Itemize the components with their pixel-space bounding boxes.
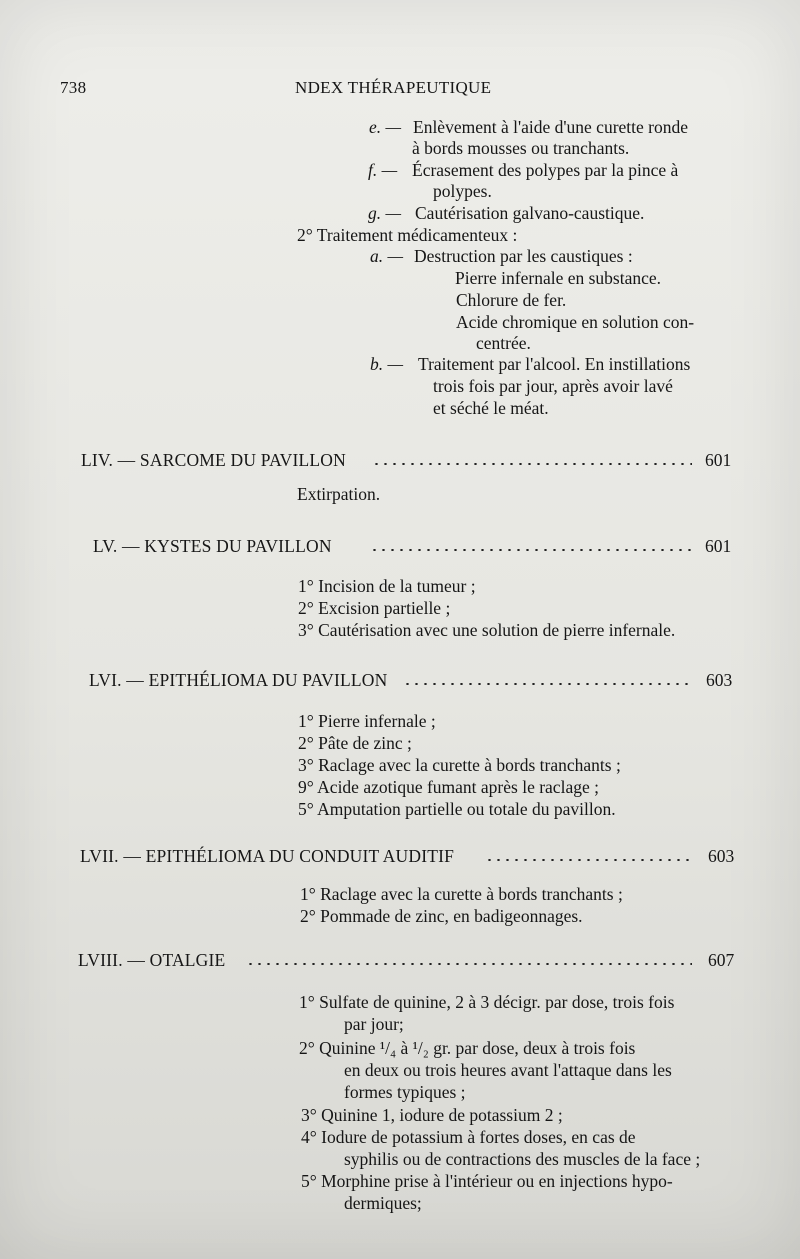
item-e-label: e. — — [369, 117, 402, 137]
section-lviii-line-10: dermiques; — [344, 1193, 422, 1213]
section-lviii-line-9: 5° Morphine prise à l'intérieur ou en injections hypo- — [301, 1171, 673, 1191]
section-lvi-page: 603 — [706, 670, 733, 690]
item-f-line2: polypes. — [433, 181, 492, 201]
section-lviii-line-3: 2° Quinine ¹/₄ à ¹/₂ gr. par dose, deux à trois fois — [299, 1038, 636, 1058]
item-b-line1: Traitement par l'alcool. En instillations — [418, 354, 691, 374]
item-e-line1: Enlèvement à l'aide d'une curette ronde — [413, 117, 689, 137]
section-lviii-page: 607 — [708, 950, 735, 970]
leader-dots — [246, 950, 692, 971]
section-lvii-item-1: 1° Raclage avec la curette à bords tranchants ; — [300, 884, 623, 904]
leader-dots — [370, 536, 692, 557]
page-number: 738 — [60, 78, 87, 97]
item-a-sub2: Chlorure de fer. — [456, 290, 567, 310]
item-a-label: a. — — [370, 246, 404, 266]
item-a-sub4: centrée. — [476, 333, 531, 353]
section-lviii-line-8: syphilis ou de contractions des muscles de la face ; — [344, 1149, 701, 1169]
section-lvi-item-5: 5° Amputation partielle ou totale du pavillon. — [298, 799, 616, 819]
item-a-sub3: Acide chromique en solution con- — [456, 312, 695, 332]
section-lv-item-1: 1° Incision de la tumeur ; — [298, 576, 476, 596]
section-lv-page: 601 — [705, 536, 732, 556]
leader-dots — [372, 450, 692, 471]
section-liv-page: 601 — [705, 450, 732, 470]
section-lviii-line-1: 1° Sulfate de quinine, 2 à 3 décigr. par dose, trois fois — [299, 992, 675, 1012]
item-2-treatment: 2° Traitement médicamenteux : — [297, 225, 518, 245]
item-b-line2: trois fois par jour, après avoir lavé — [433, 376, 673, 396]
section-lv-item-3: 3° Cautérisation avec une solution de pierre infernale. — [298, 620, 676, 640]
leader-dots — [485, 846, 692, 867]
item-g-label: g. — — [368, 203, 402, 223]
section-lvi-item-2: 2° Pâte de zinc ; — [298, 733, 412, 753]
item-f-line1: Écrasement des polypes par la pince à — [412, 160, 679, 180]
section-lvii-title: LVII. — EPITHÉLIOMA DU CONDUIT AUDITIF — [80, 846, 455, 866]
item-a-line1: Destruction par les caustiques : — [414, 246, 633, 266]
section-lvi-item-1: 1° Pierre infernale ; — [298, 711, 436, 731]
item-b-label: b. — — [370, 354, 404, 374]
section-lviii-line-6: 3° Quinine 1, iodure de potassium 2 ; — [301, 1105, 563, 1125]
section-lv-item-2: 2° Excision partielle ; — [298, 598, 451, 618]
section-lv-title: LV. — KYSTES DU PAVILLON — [93, 536, 332, 556]
section-lvi-item-3: 3° Raclage avec la curette à bords tranchants ; — [298, 755, 621, 775]
section-lvii-page: 603 — [708, 846, 735, 866]
item-b-line3: et séché le méat. — [433, 398, 549, 418]
item-a-sub1: Pierre infernale en substance. — [455, 268, 662, 288]
item-e-line2: à bords mousses ou tranchants. — [412, 138, 630, 158]
section-lviii-line-5: formes typiques ; — [344, 1082, 466, 1102]
section-lviii-line-2: par jour; — [344, 1014, 404, 1034]
item-g-line1: Cautérisation galvano-caustique. — [415, 203, 645, 223]
section-liv-title: LIV. — SARCOME DU PAVILLON — [81, 450, 346, 470]
section-lviii-line-7: 4° Iodure de potassium à fortes doses, en cas de — [301, 1127, 636, 1147]
section-liv-item-1: Extirpation. — [297, 484, 381, 504]
section-lvii-item-2: 2° Pommade de zinc, en badigeonnages. — [300, 906, 583, 926]
item-f-label: f. — — [368, 160, 398, 180]
leader-dots — [403, 670, 692, 691]
section-lvi-title: LVI. — EPITHÉLIOMA DU PAVILLON — [89, 670, 388, 690]
running-title: NDEX THÉRAPEUTIQUE — [295, 78, 492, 97]
section-lvi-item-4: 9° Acide azotique fumant après le raclage ; — [298, 777, 599, 797]
section-lviii-title: LVIII. — OTALGIE — [78, 950, 226, 970]
section-lviii-line-4: en deux ou trois heures avant l'attaque dans les — [344, 1060, 672, 1080]
